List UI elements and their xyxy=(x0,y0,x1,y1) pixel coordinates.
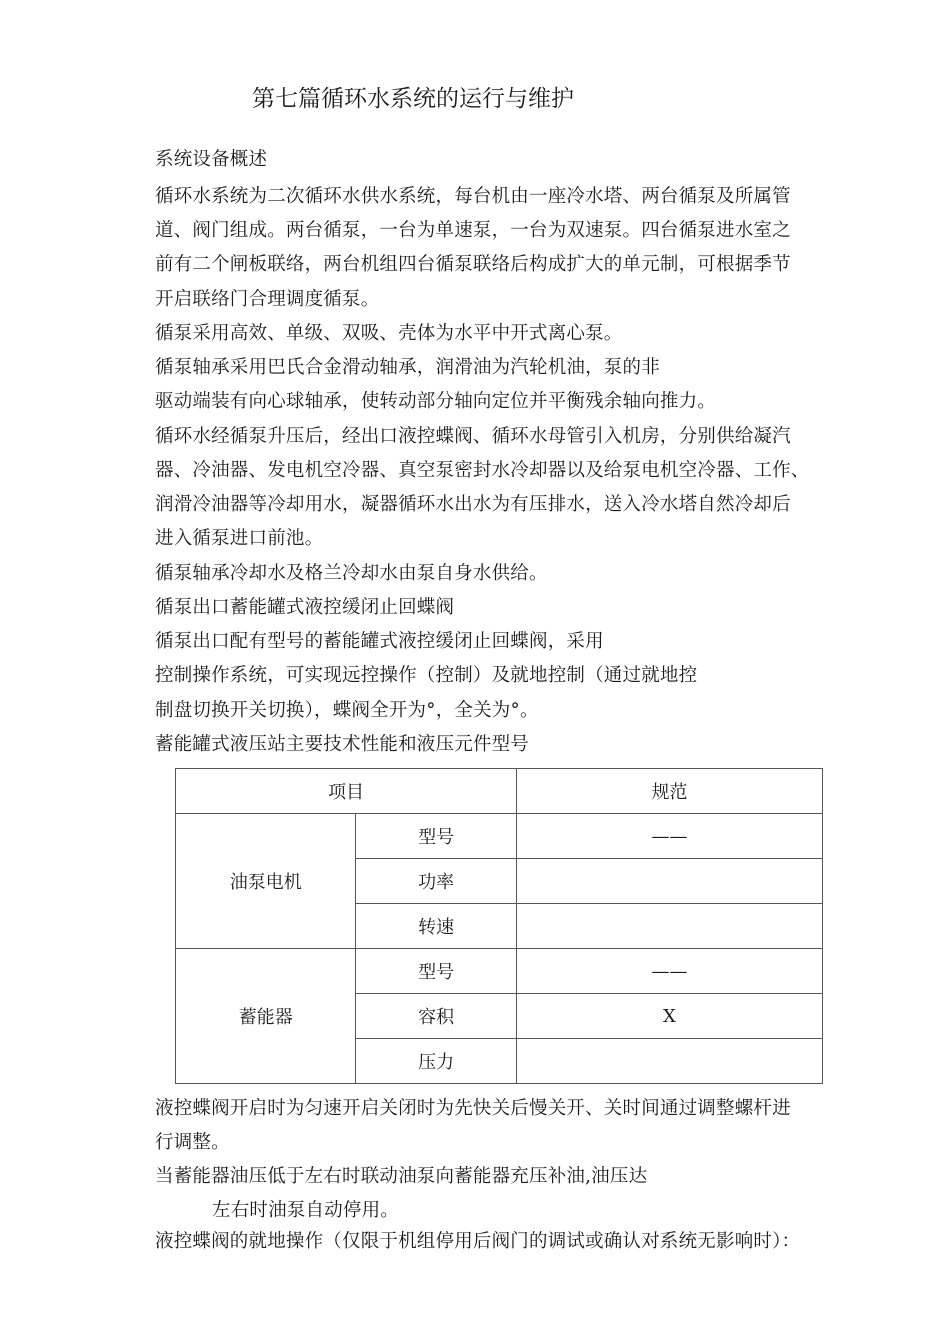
paragraph-line: 器、冷油器、发电机空冷器、真空泵密封水冷却器以及给泵电机空冷器、工作、 xyxy=(155,460,810,481)
table-row xyxy=(176,949,823,994)
param-cell: 型号 xyxy=(356,949,517,994)
paragraph-line: 进入循泵进口前池。 xyxy=(155,528,324,549)
value-cell: X xyxy=(516,994,822,1039)
table-row xyxy=(176,814,823,859)
paragraph-line: 液控蝶阀的就地操作（仅限于机组停用后阀门的调试或确认对系统无影响时）： xyxy=(155,1231,801,1252)
param-cell: 转速 xyxy=(356,904,517,949)
paragraph-line: 润滑冷油器等冷却用水，凝器循环水出水为有压排水，送入冷水塔自然冷却后 xyxy=(155,494,791,515)
paragraph-line: 前有二个闸板联络，两台机组四台循泵联络后构成扩大的单元制，可根据季节 xyxy=(155,254,791,275)
paragraph-line: 循环水经循泵升压后，经出口液控蝶阀、循环水母管引入机房，分别供给凝汽 xyxy=(155,426,791,447)
paragraph-line: 行调整。 xyxy=(155,1132,230,1153)
paragraph-line: 循泵出口蓄能罐式液控缓闭止回蝶阀 xyxy=(155,597,455,618)
spec-table xyxy=(175,768,823,1084)
paragraph-line: 驱动端装有向心球轴承，使转动部分轴向定位并平衡残余轴向推力。 xyxy=(155,391,717,412)
section-heading: 系统设备概述 xyxy=(155,149,268,170)
value-cell xyxy=(516,1039,822,1084)
paragraph-line: 循泵采用高效、单级、双吸、壳体为水平中开式离心泵。 xyxy=(155,323,623,344)
param-cell: 容积 xyxy=(356,994,517,1039)
group-name-pump-motor: 油泵电机 xyxy=(176,814,356,949)
paragraph-line: 循泵出口配有型号的蓄能罐式液控缓闭止回蝶阀，采用 xyxy=(155,631,604,652)
value-cell xyxy=(516,859,822,904)
paragraph-line: 液控蝶阀开启时为匀速开启关闭时为先快关后慢关开、关时间通过调整螺杆进 xyxy=(155,1098,791,1119)
paragraph-line: 循泵轴承采用巴氏合金滑动轴承，润滑油为汽轮机油，泵的非 xyxy=(155,357,660,378)
header-item: 项目 xyxy=(176,769,517,814)
paragraph-line: 控制操作系统，可实现远控操作（控制）及就地控制（通过就地控 xyxy=(155,665,698,686)
paragraph-line: 当蓄能器油压低于左右时联动油泵向蓄能器充压补油,油压达 xyxy=(155,1166,648,1187)
value-cell: —— xyxy=(516,949,822,994)
paragraph-line: 循泵轴承冷却水及格兰冷却水由泵自身水供给。 xyxy=(155,563,548,584)
paragraph-line: 循环水系统为二次循环水供水系统，每台机由一座冷水塔、两台循泵及所属管 xyxy=(155,186,791,207)
value-cell: —— xyxy=(516,814,822,859)
table-caption: 蓄能罐式液压站主要技术性能和液压元件型号 xyxy=(155,734,530,755)
paragraph-line: 道、阀门组成。两台循泵，一台为单速泵，一台为双速泵。四台循泵进水室之 xyxy=(155,220,791,241)
header-spec: 规范 xyxy=(516,769,822,814)
paragraph-line: 制盘切换开关切换），蝶阀全开为°，全关为°。 xyxy=(155,700,539,721)
table-header-row xyxy=(176,769,823,814)
param-cell: 压力 xyxy=(356,1039,517,1084)
param-cell: 型号 xyxy=(356,814,517,859)
paragraph-line: 左右时油泵自动停用。 xyxy=(212,1200,400,1221)
page-title: 第七篇循环水系统的运行与维护 xyxy=(252,86,574,112)
param-cell: 功率 xyxy=(356,859,517,904)
paragraph-line: 开启联络门合理调度循泵。 xyxy=(155,289,380,310)
group-name-accumulator: 蓄能器 xyxy=(176,949,356,1084)
value-cell xyxy=(516,904,822,949)
